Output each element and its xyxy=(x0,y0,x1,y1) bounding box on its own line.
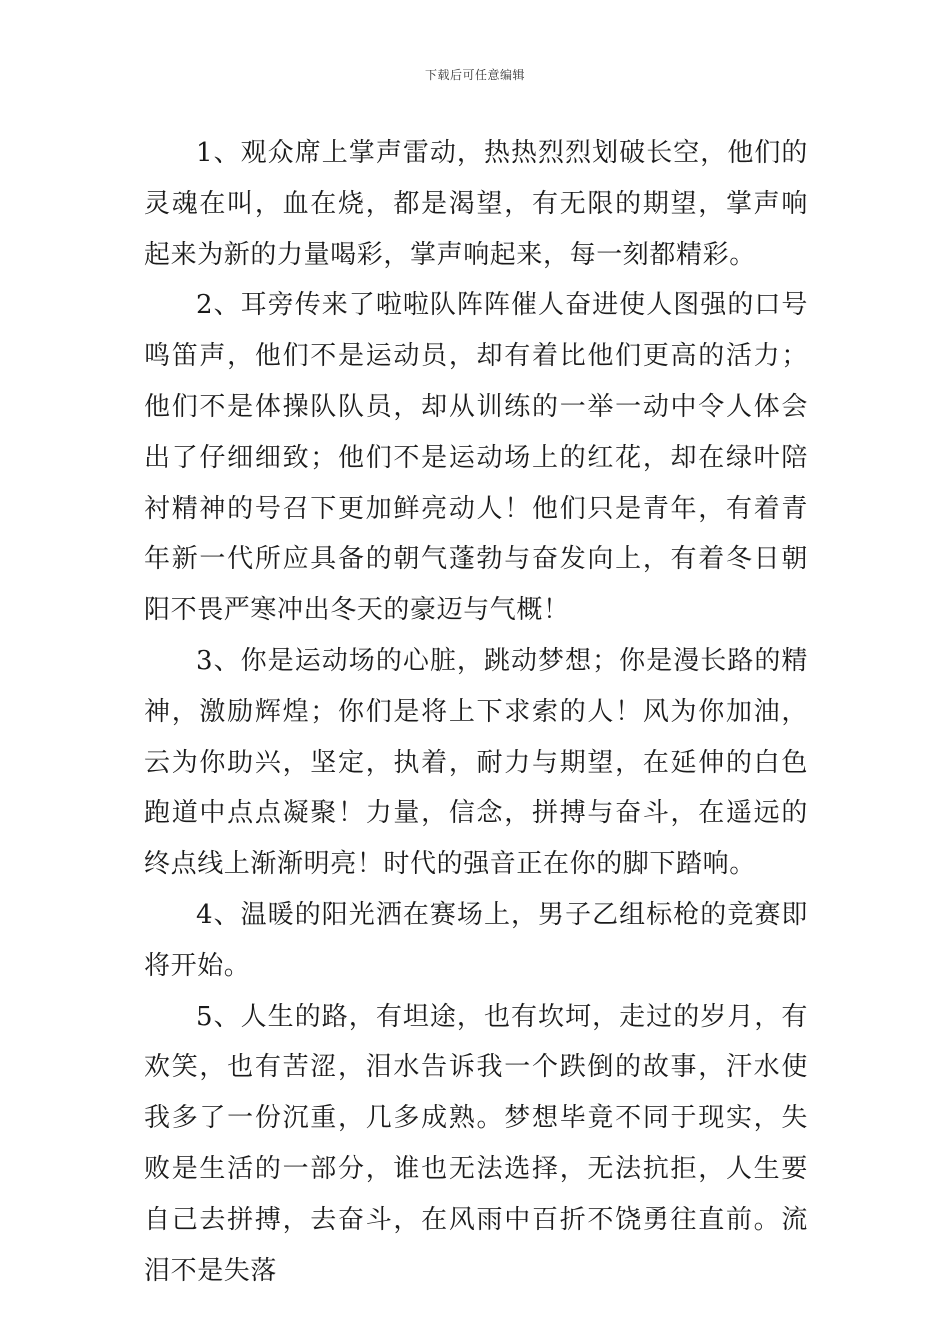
paragraph-5: 5、人生的路，有坦途，也有坎坷，走过的岁月，有欢笑，也有苦涩，泪水告诉我一个跌倒的故事，汗水使我多了一份沉重，几多成熟。梦想毕竟不同于现实，失败是生活的一部分，谁也无法选择，无法抗拒，人生要自己去拼搏，去奋斗，在风雨中百折不饶勇往直前。流泪不是失落 xyxy=(144,1001,808,1286)
paragraph-2: 2、耳旁传来了啦啦队阵阵催人奋进使人图强的口号鸣笛声，他们不是运动员，却有着比他们更高的活力；他们不是体操队队员，却从训练的一举一动中令人体会出了仔细细致；他们不是运动场上的红花，却在绿叶陪衬精神的号召下更加鲜亮动人！他们只是青年，有着青年新一代所应具备的朝气蓬勃与奋发向上，有着冬日朝阳不畏严寒冲出冬天的豪迈与气概！ xyxy=(144,290,808,626)
paragraph-4: 4、温暖的阳光洒在赛场上，男子乙组标枪的竞赛即将开始。 xyxy=(144,899,808,981)
paragraph-3: 3、你是运动场的心脏，跳动梦想；你是漫长路的精神，激励辉煌；你们是将上下求索的人！风为你加油，云为你助兴，坚定，执着，耐力与期望，在延伸的白色跑道中点点凝聚！力量，信念，拼搏与奋斗，在遥远的终点线上渐渐明亮！时代的强音正在你的脚下踏响。 xyxy=(144,645,808,880)
header-note: 下载后可任意编辑 xyxy=(424,68,525,82)
document-body xyxy=(144,128,808,1296)
paragraph-1: 1、观众席上掌声雷动，热热烈烈划破长空，他们的灵魂在叫，血在烧，都是渴望，有无限的期望，掌声响起来为新的力量喝彩，掌声响起来，每一刻都精彩。 xyxy=(144,138,808,270)
